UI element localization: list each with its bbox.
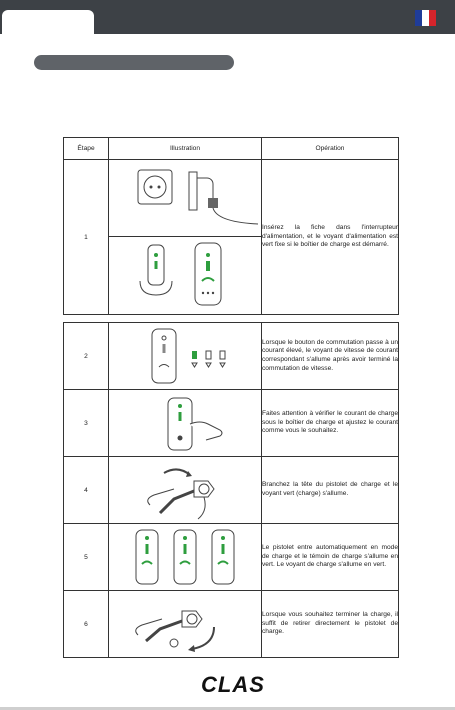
step-operation: Insérez la fiche dans l'interrupteur d'alimentation, et le voyant d'alimentation est vert fixe si le boîtier de charge est démarré. (262, 160, 399, 315)
step-number: 2 (64, 323, 109, 390)
step-illustration (109, 160, 262, 315)
step-illustration (109, 457, 262, 524)
step-illustration (109, 390, 262, 457)
step-operation: Lorsque le bouton de commutation passe à un courant élevé, le voyant de vitesse de courant correspondant s'allume après avoir terminé la commutation de vitesse. (262, 323, 399, 390)
france-flag-icon (415, 10, 436, 26)
step-number: 3 (64, 390, 109, 457)
steps-table-top (63, 137, 399, 315)
step-number: 4 (64, 457, 109, 524)
step-number: 1 (64, 160, 109, 315)
step-illustration (109, 524, 262, 591)
table-row (64, 524, 399, 591)
table-header-row (64, 138, 399, 160)
step-number: 5 (64, 524, 109, 591)
header-operation: Opération (262, 138, 399, 160)
header-illustration: Illustration (109, 138, 262, 160)
steps-table-bottom (63, 322, 399, 658)
table-row (64, 390, 399, 457)
svg-text:CLAS: CLAS (201, 672, 265, 696)
step-number: 6 (64, 591, 109, 658)
header-step: Étape (64, 138, 109, 160)
table-row (64, 160, 399, 315)
step-operation: Faites attention à vérifier le courant de charge sous le boîtier de charge et ajustez le courant comme vous le souhaitez. (262, 390, 399, 457)
table-row (64, 457, 399, 524)
table-row (64, 591, 399, 658)
step-illustration (109, 323, 262, 390)
table-row (64, 323, 399, 390)
clas-logo (193, 672, 273, 696)
step-operation: Lorsque vous souhaitez terminer la charge, il suffit de retirer directement le pistolet de charge. (262, 591, 399, 658)
step-operation: Le pistolet entre automatiquement en mode de charge et le témoin de charge s'allume en vert. Le voyant de charge s'allume en vert. (262, 524, 399, 591)
header-tab (2, 10, 94, 38)
charger-box-illustration (109, 237, 261, 314)
socket-illustration (109, 160, 261, 237)
step-operation: Branchez la tête du pistolet de charge et le voyant vert (charge) s'allume. (262, 457, 399, 524)
step-illustration (109, 591, 262, 658)
section-title-pill (34, 55, 234, 70)
